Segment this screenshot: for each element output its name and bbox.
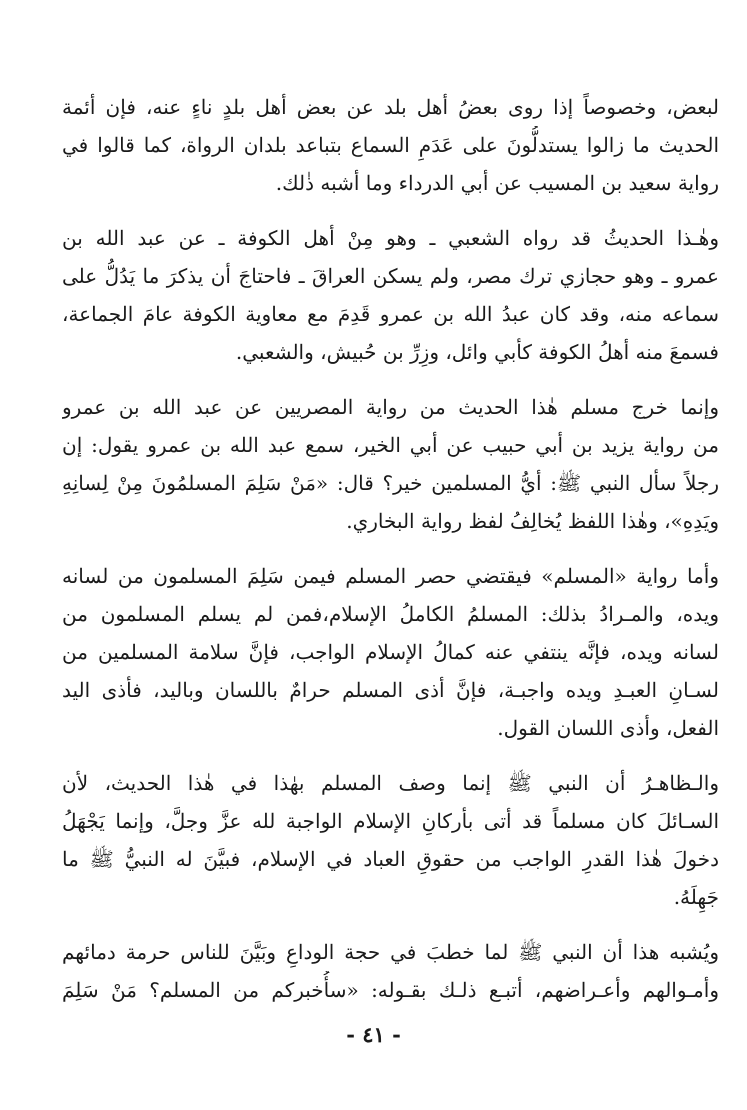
text-line: فسمعَ منه أهلُ الكوفة كأبي وائل، وزِرِّ بن حُبيش، والشعبي. <box>235 340 719 364</box>
text-line: والـظاهـرُ أن النبي ﷺ إنما وصف المسلم بهٰذا في هٰذا الحديث، لأن <box>62 771 719 795</box>
text-line: السـائلَ كان مسلماً قد أتى بأركانِ الإسلام الواجبة لله عزَّ وجلَّ، وإنما يَجْهَلُ <box>62 809 719 833</box>
text-line: الحديث ما زالوا يستدلُّونَ على عَدَمِ السماع بتباعد بلدان الرواة، كما قالوا في <box>62 133 719 157</box>
paragraph <box>62 764 719 916</box>
text-line: عمرو ـ وهو حجازي ترك مصر، ولم يسكن العراقَ ـ فاحتاجَ أن يذكرَ ما يَدُلُّ على <box>62 264 719 288</box>
text-line: لسانه ويده، فإنَّه ينتفي عنه كمالُ الإسلام الواجب، فإنَّ سلامة المسلمين من <box>62 640 719 664</box>
text-line: رجلاً سأل النبي ﷺ: أيُّ المسلمين خير؟ قال: «مَنْ سَلِمَ المسلمُونَ مِنْ لِسانِهِ <box>62 471 719 495</box>
text-line: ويده، والمـرادُ بذلك: المسلمُ الكاملُ الإسلام،فمن لم يسلم المسلمون من <box>62 602 719 626</box>
text-line: من رواية يزيد بن أبي حبيب عن أبي الخير، سمع عبد الله بن عمرو يقول: إن <box>62 433 719 457</box>
text-line: جَهِلَهُ. <box>673 885 719 909</box>
page-number: - ٤١ - <box>346 1022 401 1047</box>
text-line: وهٰـذا الحديثُ قد رواه الشعبي ـ وهو مِنْ أهل الكوفة ـ عن عبد الله بن <box>62 226 719 250</box>
text-line: رواية سعيد بن المسيب عن أبي الدرداء وما أشبه ذٰلك. <box>275 171 719 195</box>
text-line: سماعه منه، وقد كان عبدُ الله بن عمرو قَدِمَ مع معاوية الكوفة عامَ الجماعة، <box>62 302 719 326</box>
text-line: وأما رواية «المسلم» فيقتضي حصر المسلم فيمن سَلِمَ المسلمون من لسانه <box>62 564 719 588</box>
text-line: دخولَ هٰذا القدرِ الواجب من حقوقِ العباد في الإسلام، فبيَّنَ له النبيُّ ﷺ ما <box>62 847 719 871</box>
paragraph <box>62 933 719 1009</box>
paragraph <box>62 88 719 202</box>
paragraph <box>62 557 719 747</box>
text-line: لسـانِ العبـدِ ويده واجبـة، فإنَّ أذى المسلم حرامٌ باللسان وباليد، فأذى اليد <box>62 678 719 702</box>
text-line: وإنما خرج مسلم هٰذا الحديث من رواية المصريين عن عبد الله بن عمرو <box>62 395 719 419</box>
text-line: ويَدِهِ»، وهٰذا اللفظ يُخالِفُ لفظ رواية البخاري. <box>346 509 719 533</box>
body-text <box>62 88 719 1009</box>
text-line: ويُشبه هذا أن النبي ﷺ لما خطبَ في حجة الوداعِ وبَيَّنَ للناس حرمة دمائهم <box>62 940 719 964</box>
text-line: لبعض، وخصوصاً إذا روى بعضُ أهل بلد عن بعض أهل بلدٍ ناءٍ عنه، فإن أئمة <box>62 95 719 119</box>
text-line: الفعل، وأذى اللسان القول. <box>497 716 719 740</box>
paragraph <box>62 388 719 540</box>
text-line: وأمـوالهم وأعـراضهم، أتبـع ذلـك بقـوله: «سأُخبركم من المسلم؟ مَنْ سَلِمَ <box>62 978 719 1002</box>
paragraph <box>62 219 719 371</box>
